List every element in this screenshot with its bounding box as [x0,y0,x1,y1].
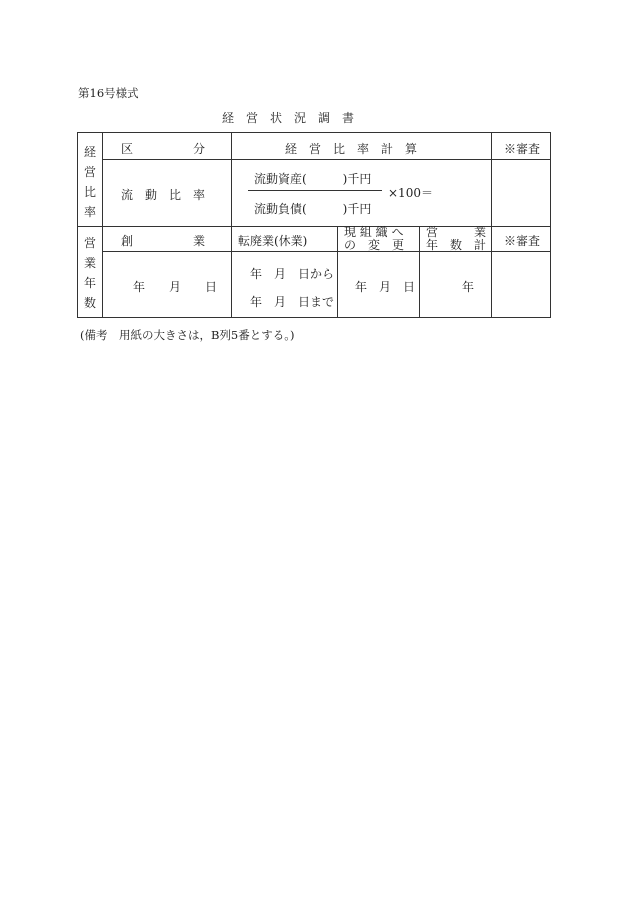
form-number: 第16号様式 [78,86,139,100]
column-divider [102,133,103,317]
years-in-business-side-label: 営 業 年 数 [83,236,96,310]
multiplier-text: ×100＝ [388,186,433,200]
current-ratio-label: 流 動 比 率 [121,188,206,202]
change-from-date: 年 月 日から [250,267,335,281]
org-change-header-line2: の 変 更 [344,238,405,252]
row-divider [102,159,550,160]
review-header: ※審査 [504,142,541,156]
remarks-note: (備考 用紙の大きさは，B列5番とする。) [80,328,295,342]
change-until-date: 年 月 日まで [250,295,335,309]
column-divider [491,133,492,317]
current-assets-numerator: 流動資産( )千円 [254,172,372,186]
column-divider [231,133,232,317]
business-change-header: 転廃業(休業) [238,234,308,248]
current-liabilities-denominator: 流動負債( )千円 [254,202,372,216]
years-total-header-line1: 営 業 [426,225,487,239]
management-ratio-side-label: 経 営 比 率 [83,145,96,219]
org-change-date: 年 月 日 [355,280,416,294]
years-total-header-line2: 年 数 計 [426,238,487,252]
org-change-header-line1: 現 組 織 へ [344,225,404,239]
document-title: 経 営 状 況 調 書 [222,111,355,125]
column-divider [419,226,420,317]
years-total-value: 年 [462,280,475,294]
review-header: ※審査 [504,234,541,248]
column-divider [337,226,338,317]
founded-header: 創 業 [121,234,206,248]
business-status-table [77,132,551,318]
calculation-header: 経 営 比 率 計 算 [285,142,418,156]
category-header: 区 分 [121,142,206,156]
fraction-bar [248,190,382,191]
founded-date: 年 月 日 [133,280,218,294]
